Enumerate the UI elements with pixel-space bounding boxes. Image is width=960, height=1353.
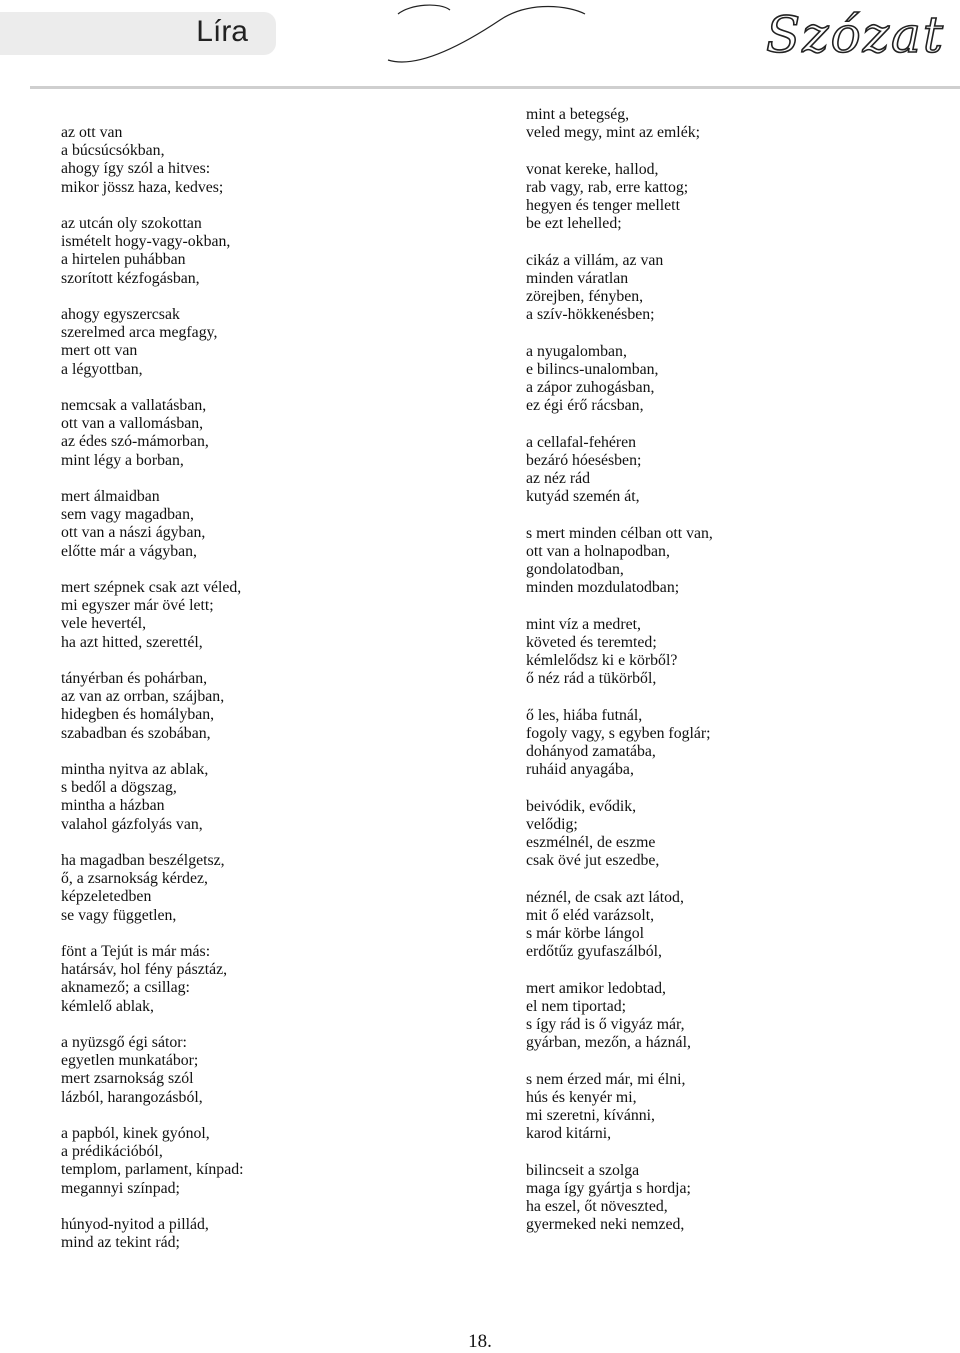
stanza	[61, 1034, 441, 1107]
poem-column-right	[526, 106, 906, 1253]
title-logo	[380, 0, 945, 76]
title-swash-decoration	[380, 0, 590, 76]
page-number: 18.	[468, 1331, 492, 1352]
poem-line: a búcsúcsókban,	[61, 142, 165, 160]
poem-line: a légyottban,	[61, 360, 143, 378]
poem-line: tányérban és pohárban,	[61, 670, 208, 687]
poem-line: s már körbe lángol	[526, 925, 645, 942]
poem-line: se vagy független,	[61, 906, 177, 924]
stanza	[526, 343, 906, 416]
poem-line: ott van a nászi ágyban,	[61, 524, 206, 542]
stanza	[526, 161, 906, 234]
stanza	[526, 525, 906, 598]
poem-line: hús és kenyér mi,	[526, 1088, 637, 1106]
poem-line: karod kitárni,	[526, 1125, 612, 1143]
poem-line: egyetlen munkatábor;	[61, 1052, 199, 1070]
stanza	[61, 579, 441, 652]
poem-line: fogoly vagy, s egyben foglár;	[526, 724, 711, 742]
poem-line: dohányod zamatába,	[526, 743, 656, 760]
poem-line: a prédikációból,	[61, 1143, 163, 1161]
poem-line: s így rád is ő vigyáz már,	[526, 1016, 685, 1033]
stanza	[526, 889, 906, 962]
poem-line: ahogy egyszercsak	[61, 306, 180, 323]
poem-line: bilincseit a szolga	[526, 1161, 640, 1179]
stanza	[61, 670, 441, 743]
poem-line: a cellafal-fehéren	[526, 433, 637, 451]
stanza	[526, 616, 906, 689]
poem-line: mit ő eléd varázsolt,	[526, 906, 655, 924]
poem-line: húnyod-nyitod a pillád,	[61, 1216, 209, 1233]
poem-line: mert álmaidban	[61, 488, 160, 505]
poem-line: zörejben, fényben,	[526, 288, 644, 305]
poem-line: határsáv, hol fény pásztáz,	[61, 961, 228, 979]
stanza	[61, 852, 441, 925]
stanza	[61, 1125, 441, 1198]
stanza	[61, 306, 441, 379]
poem-line: sem vagy magadban,	[61, 506, 194, 524]
poem-line: megannyi színpad;	[61, 1179, 180, 1197]
section-label: Líra	[196, 15, 248, 48]
poem-line: néznél, de csak azt látod,	[526, 888, 684, 906]
poem-line: a szív-hökkenésben;	[526, 306, 655, 324]
poem-line: bezáró hóesésben;	[526, 451, 642, 469]
poem-line: követed és teremted;	[526, 633, 657, 651]
poem-line: a zápor zuhogásban,	[526, 379, 655, 396]
poem-column-left	[61, 124, 441, 1271]
poem-line: s bedől a dögszag,	[61, 779, 177, 797]
poem-line: a hirtelen puhábban	[61, 251, 186, 269]
stanza	[526, 980, 906, 1053]
poem-line: a nyugalomban,	[526, 342, 627, 360]
poem-line: mintha a házban	[61, 797, 165, 815]
poem-line: mind az tekint rád;	[61, 1234, 180, 1252]
poem-line: erdőtűz gyufaszálból,	[526, 943, 662, 961]
poem-line: rab vagy, rab, erre kattog;	[526, 178, 689, 196]
poem-line: kémlelő ablak,	[61, 997, 154, 1015]
poem-line: mi egyszer már övé lett;	[61, 597, 214, 615]
stanza	[526, 106, 906, 142]
poem-line: a papból, kinek gyónol,	[61, 1125, 210, 1142]
poem-line: aknamező; a csillag:	[61, 979, 190, 997]
poem-line: mert ott van	[61, 342, 138, 360]
poem-line: cikáz a villám, az van	[526, 251, 664, 269]
poem-line: mint víz a medret,	[526, 615, 641, 633]
poem-line: be ezt lehelled;	[526, 215, 622, 233]
poem-line: ruháid anyagába,	[526, 761, 634, 779]
poem-line: gondolatodban,	[526, 561, 624, 578]
poem-line: mi szeretni, kívánni,	[526, 1107, 655, 1124]
poem-line: ő les, hiába futnál,	[526, 706, 643, 724]
poem-line: e bilincs-unalomban,	[526, 360, 659, 378]
poem-line: szerelmed arca megfagy,	[61, 324, 218, 342]
poem-line: mikor jössz haza, kedves;	[61, 178, 224, 196]
poem-line: mintha nyitva az ablak,	[61, 761, 209, 778]
stanza	[61, 1216, 441, 1252]
poem-line: maga így gyártja s hordja;	[526, 1179, 691, 1197]
stanza	[61, 488, 441, 561]
poem-line: az utcán oly szokottan	[61, 215, 202, 232]
stanza	[61, 943, 441, 1016]
poem-line: ahogy így szól a hitves:	[61, 160, 211, 178]
poem-line: eszmélnél, de eszme	[526, 834, 656, 851]
poem-line: ő néz rád a tükörből,	[526, 670, 657, 688]
poem-line: nemcsak a vallatásban,	[61, 397, 207, 414]
poem-line: el nem tiportad;	[526, 997, 627, 1015]
stanza	[61, 397, 441, 470]
poem-line: templom, parlament, kínpad:	[61, 1161, 244, 1179]
poem-line: vele hevertél,	[61, 615, 147, 633]
stanza	[61, 124, 441, 197]
poem-line: az édes szó-mámorban,	[61, 433, 209, 451]
section-tab	[0, 12, 276, 55]
poem-line: kutyád szemén át,	[526, 488, 640, 506]
header-rule	[30, 86, 960, 89]
poem-line: velődig;	[526, 815, 578, 833]
poem-line: a nyüzsgő égi sátor:	[61, 1034, 187, 1051]
poem-line: beivódik, evődik,	[526, 797, 637, 815]
poem-line: lázból, harangozásból,	[61, 1088, 203, 1106]
poem-line: mint a betegség,	[526, 106, 630, 123]
poem-line: s mert minden célban ott van,	[526, 524, 713, 542]
poem-line: az néz rád	[526, 470, 591, 487]
poem-line: ha magadban beszélgetsz,	[61, 852, 225, 869]
stanza	[61, 215, 441, 288]
poem-line: mint légy a borban,	[61, 451, 184, 469]
poem-line: ha azt hitted, szerettél,	[61, 633, 203, 651]
poem-line: csak övé jut eszedbe,	[526, 852, 660, 870]
poem-line: minden mozdulatodban;	[526, 579, 680, 597]
poem-line: ha eszel, őt növeszted,	[526, 1198, 668, 1215]
poem-title: Szózat	[766, 6, 945, 64]
stanza	[61, 761, 441, 834]
poem-line: ott van a vallomásban,	[61, 415, 204, 433]
poem-line: az van az orrban, szájban,	[61, 688, 225, 706]
poem-line: előtte már a vágyban,	[61, 542, 197, 560]
poem-line: mert amikor ledobtad,	[526, 979, 666, 997]
poem-line: mert szépnek csak azt véled,	[61, 579, 242, 596]
stanza	[526, 1071, 906, 1144]
poem-line: ez égi érő rácsban,	[526, 397, 644, 415]
poem-line: szorított kézfogásban,	[61, 269, 200, 287]
poem-line: képzeletedben	[61, 888, 152, 906]
poem-line: kémlelődsz ki e körből?	[526, 652, 678, 669]
poem-line: ismételt hogy-vagy-okban,	[61, 233, 231, 251]
poem-line: hidegben és homályban,	[61, 706, 215, 724]
poem-line: s nem érzed már, mi élni,	[526, 1070, 686, 1088]
stanza	[526, 252, 906, 325]
stanza	[526, 434, 906, 507]
poem-line: hegyen és tenger mellett	[526, 197, 680, 214]
poem-line: szabadban és szobában,	[61, 724, 211, 742]
poem-line: ő, a zsarnokság kérdez,	[61, 870, 208, 888]
poem-line: minden váratlan	[526, 269, 629, 287]
poem-line: valahol gázfolyás van,	[61, 815, 203, 833]
stanza	[526, 707, 906, 780]
poem-line: veled megy, mint az emlék;	[526, 124, 700, 142]
poem-line: vonat kereke, hallod,	[526, 160, 659, 178]
poem-line: gyermeked neki nemzed,	[526, 1216, 685, 1234]
poem-line: az ott van	[61, 124, 123, 141]
stanza	[526, 1162, 906, 1235]
poem-line: mert zsarnokság szól	[61, 1070, 194, 1088]
poem-line: ott van a holnapodban,	[526, 542, 670, 560]
poem-line: gyárban, mezőn, a háznál,	[526, 1034, 691, 1052]
stanza	[526, 798, 906, 871]
poem-line: fönt a Tejút is már más:	[61, 943, 211, 960]
